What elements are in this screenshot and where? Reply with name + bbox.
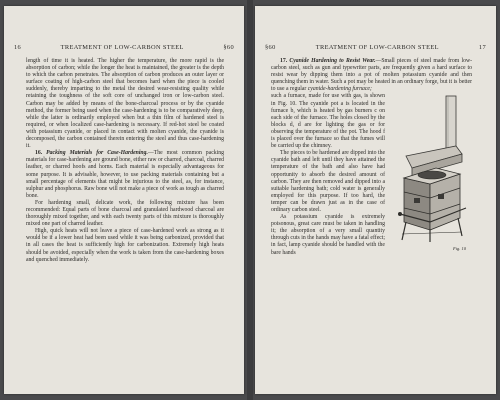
book-gutter (247, 0, 253, 400)
cyanide-furnace-illustration (390, 94, 472, 244)
left-page-number: 16 (14, 44, 22, 51)
section-16-number: 16. (35, 150, 43, 157)
left-running-title: TREATMENT OF LOW-CARBON STEEL (60, 44, 184, 51)
left-page-body (26, 58, 224, 264)
right-running-header (265, 44, 486, 51)
left-paragraph-1: length of time it is heated. The higher the temperature, the more rapid is the absorption of carbon; while the longer the heat is maintained, the greater is the depth to which the carbon penetrates. The absorption of carbon produces an outer layer or surface coating of high-carbon steel that becomes hard when the piece is cooled suddenly, thereby imparting to the metal the desired wear-resisting quality while retaining the toughness of the soft core of unchanged iron or low-carbon steel. Carbon may be added by means of the bone-charcoal process or by the cyanide method, the former being used when the case-hardening is to be comparatively deep, while the latter is ordinarily employed when but a thin film of hardened steel is required, or when localized case-hardening is necessary. If red-hot steel be coated with potassium cyanide, or placed in contact with molten cyanide, the cyanide is decomposed, the carbon contained therein entering the steel and thus case-hardening it. (26, 58, 224, 150)
right-page-number: 17 (478, 44, 486, 51)
right-page-body (271, 58, 472, 257)
right-paragraph-1-emphasis: cyanide-hardening furnace; (307, 86, 372, 93)
left-paragraph-3: For hardening small, delicate work, the following mixture has been recommended: Equal parts of bone charcoal and granulated hardwood charcoal are thoroughly mixed together, and with each twenty parts of this mixture is thoroughly mixed one part of charred leather. (26, 199, 224, 228)
section-17-heading-paragraph: 17. Cyanide Hardening to Resist Wear.—Small pieces of steel made from low-carbon steel, such as gun and typewriter parts, are frequently given a hard surface to resist wear by dipping them into a pot of molten potassium cyanide and then quenching them in water. Such a pot may be heated in an ordinary forge, but it is better to use a regular cyanide-hardening furnace; (271, 58, 473, 93)
figure-caption: Fig. 10 (453, 246, 466, 252)
right-page (255, 6, 496, 394)
left-paragraph-4: High, quick heats will not leave a piece of case-hardened work as strong as it would be if a lower heat had been used while it was being carbonized, provided that in all cases the heat is sufficiently high for carbonization. Extremely high heats should be avoided, especially when the work is taken from the case-hardening boxes and quenched immediately. (26, 228, 224, 263)
section-17-title: Cyanide Hardening to Resist Wear. (289, 58, 376, 64)
section-16-title: Packing Materials for Case-Hardening. (46, 150, 148, 157)
section-17-number: 17. (280, 58, 288, 64)
left-section-ref: §60 (223, 44, 234, 51)
left-running-header (14, 44, 234, 51)
right-paragraph-2: The pieces to be hardened are dipped into the cyanide bath and left until they have attained the temperature of the bath and also have had opportunity to absorb the desired amount of carbon. They are then removed and dipped into a suitable hardening bath; cold water is generally employed for this purpose. If too hard, the temper can be drawn just as in the case of ordinary carbon steel. (271, 150, 385, 213)
left-page (4, 6, 244, 394)
right-running-title: TREATMENT OF LOW-CARBON STEEL (315, 44, 439, 51)
furnace-figure (390, 94, 472, 252)
right-section-ref: §60 (265, 44, 276, 51)
right-paragraph-1a: Small pieces of steel made from low-carbon steel, such as gun and typewriter parts, are frequently given a hard surface to resist wear by dipping them into a pot of molten potassium cyanide and then quenching them in water. Such a pot may be heated in an ordinary forge, but it is better to use a regular (271, 58, 473, 93)
section-16-heading-paragraph: 16. Packing Materials for Case-Hardening.—The most common packing materials for case-hardening are ground bone, either raw or charred, charcoal, charred leather, or charred hoofs and horns. Each material is especially advantageous for some purpose. It is advisable, however, to use packing materials containing but a small percentage of elements that might be injurious to the steel, as, for instance, sulphur and phosphorus. Raw bone will not make a piece of work as tough as charred bone. (26, 150, 224, 199)
left-paragraph-2: The most common packing materials for case-hardening are ground bone, either raw or charred, charcoal, charred leather, or charred hoofs and horns. Each material is especially advantageous for some purpose. It is advisable, however, to use packing materials containing but a small percentage of elements that might be injurious to the steel, as, for instance, sulphur and phosphorus. Raw bone will not make a piece of work as tough as charred bone. (26, 150, 224, 199)
right-paragraph-3: As potassium cyanide is extremely poisonous, great care must be taken in handling it; the absorption of a very small quantity through cuts in the hands may have a fatal effect; in fact, lamp cyanide should be handled with the bare hands (271, 214, 385, 256)
right-paragraph-1b: such a furnace, made for use with gas, is shown in Fig. 10. The cyanide pot a is located in the furnace b, which is heated by gas burners c on each side of the furnace. The holes closed by the blocks d, d are for lighting the gas or for observing the temperature of the pot. The hood f is placed over the furnace so that the fumes will be carried up the chimney. (271, 93, 385, 150)
